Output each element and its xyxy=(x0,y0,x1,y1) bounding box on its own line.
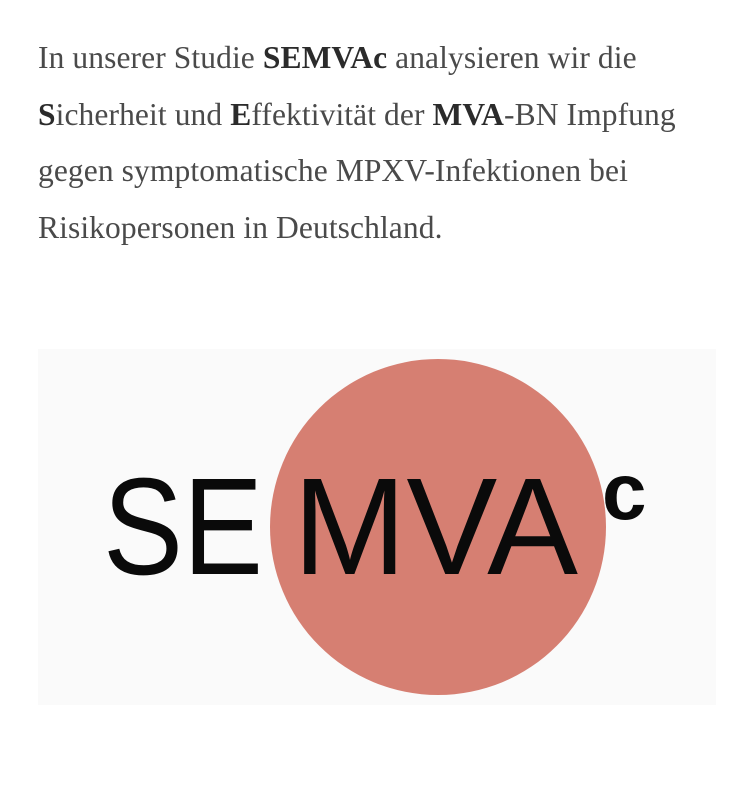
intro-paragraph xyxy=(38,30,738,256)
semvac-logo-graphic xyxy=(38,349,716,705)
intro-text-1: In unserer Studie xyxy=(38,40,263,75)
intro-text-2: analysieren wir die xyxy=(387,40,637,75)
logo-text-mva: MVA xyxy=(293,450,578,604)
intro-bold-s: S xyxy=(38,96,56,132)
logo-text-se: SE xyxy=(103,450,263,604)
intro-text-4: ffektivität der xyxy=(251,96,433,132)
intro-bold-e: E xyxy=(230,96,252,132)
intro-text-5: -BN Impfung gegen symptomatische MPXV-Infektionen bei Risikopersonen in Deutschland. xyxy=(38,96,676,245)
intro-bold-study-name: SEMVAc xyxy=(262,40,388,75)
intro-bold-mva: MVA xyxy=(432,96,505,132)
semvac-logo xyxy=(38,349,716,705)
logo-text-c: c xyxy=(602,447,647,536)
intro-text-3: icherheit und xyxy=(55,96,231,132)
